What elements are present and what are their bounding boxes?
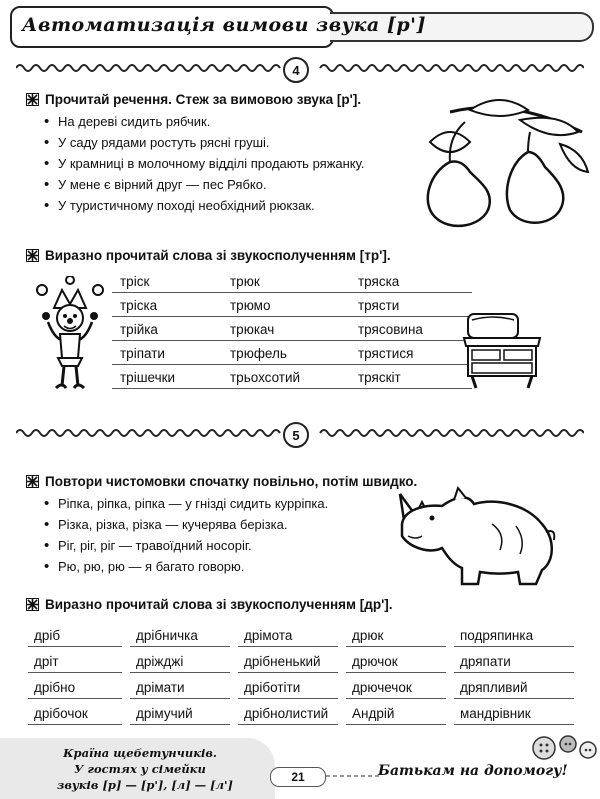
table-row [28, 647, 586, 673]
table-row [112, 365, 472, 389]
section-number: 4 [283, 57, 309, 83]
word-cell: трійка [120, 322, 158, 337]
checkbox-x-icon [26, 249, 39, 262]
rhino-illustration [396, 484, 558, 588]
word-cell: трішечки [120, 370, 176, 385]
word-cell: тряскіт [358, 370, 401, 385]
word-cell: дрючечок [346, 680, 446, 699]
task-heading [26, 597, 393, 612]
table-row [28, 699, 586, 725]
word-cell: дрібочок [28, 706, 122, 725]
word-cell: дрібнолистий [238, 706, 338, 725]
word-cell: дрібненький [238, 654, 338, 673]
word-cell: дрімота [238, 628, 338, 647]
table-row [112, 341, 472, 365]
word-cell: трюкач [230, 322, 275, 337]
task-heading [26, 92, 361, 107]
word-cell: тряска [358, 274, 400, 289]
word-cell: Андрій [346, 706, 446, 725]
list-item: • Рю, рю, рю — я багато говорю. [44, 556, 328, 577]
task-heading-text: Повтори чистомовки спочатку повільно, потім швидко. [45, 474, 418, 489]
table-row [112, 293, 472, 317]
footer-line: звуків [р] — [р'], [л] — [л'] [57, 778, 233, 792]
word-cell: дрібно [28, 680, 122, 699]
pear-illustration [410, 92, 590, 232]
word-cell: трястися [358, 346, 414, 361]
word-cell: дріботіти [238, 680, 338, 699]
word-cell: трюк [230, 274, 260, 289]
word-cell: дряпати [454, 654, 574, 673]
word-cell: тріска [120, 298, 158, 313]
word-cell: дрібничка [130, 628, 230, 647]
footer-parents-note: Батькам на допомогу! [378, 763, 568, 779]
list-item: • У саду рядами ростуть рясні груші. [44, 132, 364, 153]
word-table-tr [112, 269, 472, 389]
word-table-dr [28, 621, 586, 725]
list-item: • У туристичному поході необхідний рюкзак. [44, 195, 364, 216]
footer-line: У гостях у сімейки [74, 762, 206, 776]
word-cell: дрімучий [130, 706, 230, 725]
checkbox-x-icon [26, 93, 39, 106]
list-item: • Різка, різка, різка — кучерява берізка. [44, 514, 328, 535]
word-cell: тріпати [120, 346, 165, 361]
word-cell: мандрівник [454, 706, 574, 725]
sewing-buttons-decor [530, 732, 598, 762]
page-number: 21 [270, 767, 326, 787]
list-item: • У крамниці в молочному відділі продають ряжанку. [44, 153, 364, 174]
word-cell: трьохсотий [230, 370, 301, 385]
tongue-twister-list [44, 493, 328, 577]
task-heading [26, 474, 417, 489]
dresser-illustration [462, 312, 542, 390]
task-heading-text: Виразно прочитай слова зі звукосполученням [др']. [45, 597, 393, 612]
word-cell: трясти [358, 298, 400, 313]
list-item: • У мене є вірний друг — пес Рябко. [44, 174, 364, 195]
list-item: • Ріпка, ріпка, ріпка — у гнізді сидить курріпка. [44, 493, 328, 514]
table-row [112, 317, 472, 341]
word-cell: дріб [28, 628, 122, 647]
table-row [112, 269, 472, 293]
word-cell: трюмо [230, 298, 271, 313]
page-title: Автоматизація вимови звука [р'] [22, 14, 426, 36]
word-cell: дрімати [130, 680, 230, 699]
task-heading [26, 248, 391, 263]
clown-juggler-illustration [32, 276, 108, 398]
task-heading-text: Прочитай речення. Стеж за вимовою звука [р']. [45, 92, 362, 107]
word-cell: трюфель [230, 346, 287, 361]
word-cell: подряпинка [454, 628, 574, 647]
footer-line: Країна щебетунчиків. [63, 746, 217, 760]
task-heading-text: Виразно прочитай слова зі звукосполученням [тр']. [45, 248, 391, 263]
list-item: • На дереві сидить рябчик. [44, 111, 364, 132]
word-cell: дріжджі [130, 654, 230, 673]
sentence-list [44, 111, 364, 216]
section-number: 5 [283, 422, 309, 448]
word-cell: дрюк [346, 628, 446, 647]
word-cell: тріск [120, 274, 150, 289]
checkbox-x-icon [26, 475, 39, 488]
list-item: • Ріг, ріг, ріг — травоїдний носоріг. [44, 535, 328, 556]
word-cell: трясовина [358, 322, 423, 337]
table-row [28, 673, 586, 699]
table-row [28, 621, 586, 647]
word-cell: дріт [28, 654, 122, 673]
checkbox-x-icon [26, 598, 39, 611]
word-cell: дряпливий [454, 680, 574, 699]
word-cell: дрючок [346, 654, 446, 673]
